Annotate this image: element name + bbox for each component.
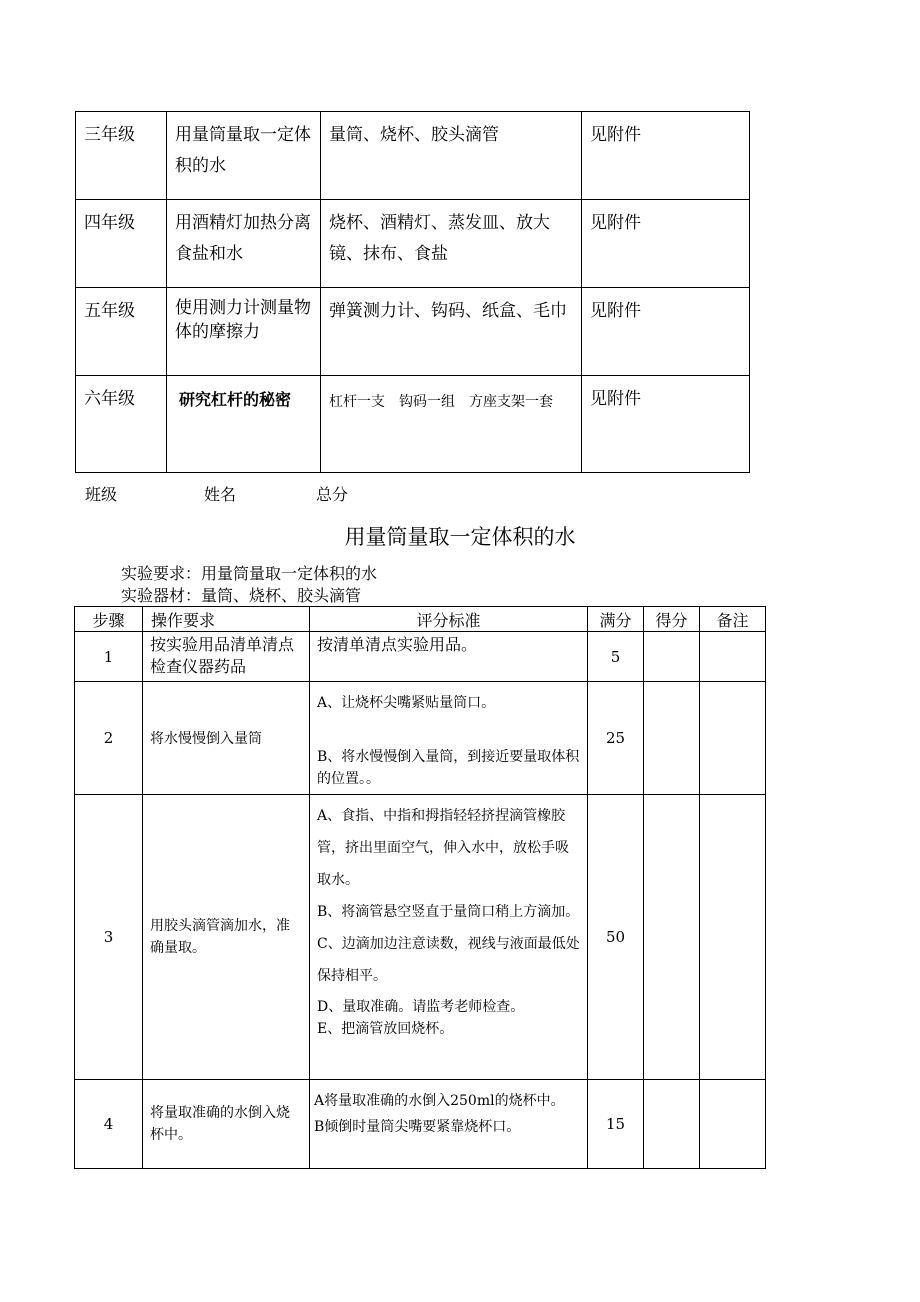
score-cell[interactable] [644, 682, 700, 795]
criteria-cell [310, 682, 588, 795]
experiment-cell: 用酒精灯加热分离食盐和水 [167, 200, 321, 288]
table-row [75, 682, 766, 795]
criteria-cell: 按清单清点实验用品。 [310, 632, 588, 682]
header-score: 得分 [644, 607, 700, 632]
remark-cell[interactable] [700, 795, 766, 1080]
table-row [75, 632, 766, 682]
operation-cell: 将量取准确的水倒入烧杯中。 [143, 1080, 310, 1169]
remark-cell[interactable] [700, 632, 766, 682]
materials-cell: 弹簧测力计、钩码、纸盒、毛巾 [321, 288, 582, 376]
step-cell: 3 [75, 795, 143, 1080]
header-row [75, 607, 766, 632]
materials-cell: 量筒、烧杯、胶头滴管 [321, 112, 582, 200]
criteria-item: A、食指、中指和拇指轻轻挤捏滴管橡胶管，挤出里面空气，伸入水中，放松手吸取水。 [317, 808, 569, 888]
score-cell[interactable] [644, 632, 700, 682]
grade-experiment-table [75, 111, 750, 473]
table-row [75, 795, 766, 1080]
operation-cell: 将水慢慢倒入量筒 [143, 682, 310, 795]
header-step: 步骤 [75, 607, 143, 632]
grade-cell: 三年级 [76, 112, 167, 200]
grade-cell: 六年级 [76, 376, 167, 473]
grade-cell: 五年级 [76, 288, 167, 376]
spacer [317, 714, 580, 746]
header-full-score: 满分 [588, 607, 644, 632]
criteria-cell [310, 795, 588, 1080]
full-score-cell: 15 [588, 1080, 644, 1169]
page-title: 用量筒量取一定体积的水 [344, 525, 576, 549]
experiment-cell: 使用测力计测量物体的摩擦力 [167, 288, 321, 376]
criteria-item: D、量取准确。请监考老师检查。 [317, 999, 525, 1015]
table-row [76, 376, 750, 473]
criteria-item: E、把滴管放回烧杯。 [317, 1021, 454, 1037]
class-label: 班级 [85, 485, 118, 504]
table-row [76, 288, 750, 376]
criteria-item: A将量取准确的水倒入250ml的烧杯中。 [314, 1093, 565, 1109]
header-remark: 备注 [700, 607, 766, 632]
full-score-cell: 5 [588, 632, 644, 682]
note-cell: 见附件 [582, 288, 750, 376]
note-cell: 见附件 [582, 376, 750, 473]
materials-cell: 杠杆一支 钩码一组 方座支架一套 [321, 376, 582, 473]
name-label: 姓名 [204, 485, 237, 504]
experiment-equipment: 实验器材：量筒、烧杯、胶头滴管 [121, 586, 362, 605]
header-criteria: 评分标准 [310, 607, 588, 632]
table-row [75, 1080, 766, 1169]
criteria-item: B、将水慢慢倒入量筒，到接近要量取体积的位置。。 [317, 749, 580, 787]
remark-cell[interactable] [700, 1080, 766, 1169]
scoring-table [74, 606, 766, 1169]
criteria-item: B、将滴管悬空竖直于量筒口稍上方滴加。 [317, 904, 580, 920]
criteria-item: B倾倒时量筒尖嘴要紧靠烧杯口。 [314, 1119, 521, 1135]
header-operation: 操作要求 [143, 607, 310, 632]
operation-cell: 用胶头滴管滴加水，准确量取。 [143, 795, 310, 1080]
operation-cell: 按实验用品清单清点检查仪器药品 [143, 632, 310, 682]
remark-cell[interactable] [700, 682, 766, 795]
full-score-cell: 50 [588, 795, 644, 1080]
score-cell[interactable] [644, 795, 700, 1080]
experiment-cell: 用量筒量取一定体积的水 [167, 112, 321, 200]
step-cell: 2 [75, 682, 143, 795]
score-cell[interactable] [644, 1080, 700, 1169]
table-row [76, 112, 750, 200]
experiment-cell: 研究杠杆的秘密 [167, 376, 321, 473]
note-cell: 见附件 [582, 200, 750, 288]
table-row [76, 200, 750, 288]
materials-cell: 烧杯、酒精灯、蒸发皿、放大镜、抹布、食盐 [321, 200, 582, 288]
note-cell: 见附件 [582, 112, 750, 200]
criteria-cell [310, 1080, 588, 1169]
experiment-requirement: 实验要求：用量筒量取一定体积的水 [121, 564, 378, 583]
criteria-item: C、边滴加边注意读数，视线与液面最低处保持相平。 [317, 936, 580, 984]
step-cell: 4 [75, 1080, 143, 1169]
criteria-item: A、让烧杯尖嘴紧贴量筒口。 [317, 695, 496, 711]
step-cell: 1 [75, 632, 143, 682]
total-label: 总分 [316, 485, 349, 504]
full-score-cell: 25 [588, 682, 644, 795]
grade-cell: 四年级 [76, 200, 167, 288]
